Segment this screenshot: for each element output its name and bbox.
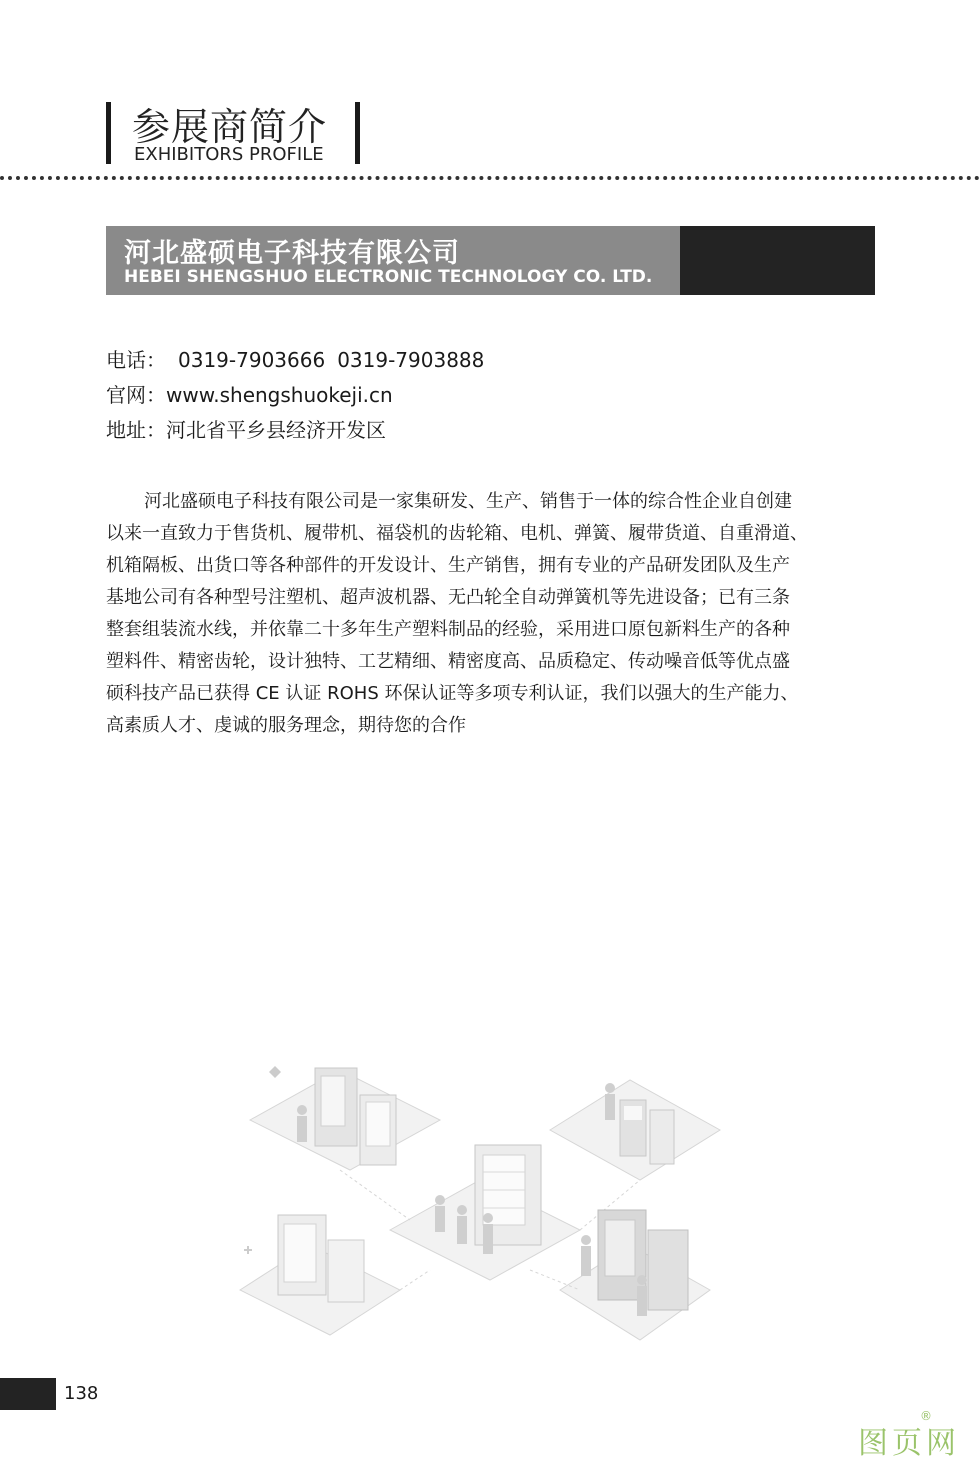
company-name-en: HEBEI SHENGSHUO ELECTRONIC TECHNOLOGY CO. LTD. [124,267,653,287]
description-line: 基地公司有各种型号注塑机、超声波机器、无凸轮全自动弹簧机等先进设备；已有三条 [106,587,790,608]
company-name-cn: 河北盛硕电子科技有限公司 [124,238,460,269]
description-line: 以来一直致力于售货机、履带机、福袋机的齿轮箱、电机、弹簧、履带货道、自重滑道、 [106,523,808,544]
page-subtitle: EXHIBITORS PROFILE [134,144,324,165]
description-line: 高素质人才、虔诚的服务理念，期待您的合作 [106,715,466,736]
page-number-block [0,1378,56,1410]
phone-number-2: 0319-7903888 [337,348,485,372]
description-line: 河北盛硕电子科技有限公司是一家集研发、生产、销售于一体的综合性企业自创建 [144,491,792,512]
company-banner-accent [680,226,875,295]
website-label: 官网： [106,383,166,407]
registered-mark: ® [920,1409,932,1423]
decorative-marks [244,1066,281,1254]
description-line: 塑料件、精密齿轮，设计独特、工艺精细、精密度高、品质稳定、传动噪音低等优点盛 [106,651,790,672]
header-bar-right [355,102,360,164]
address-value: 河北省平乡县经济开发区 [166,418,386,442]
phone-number-1: 0319-7903666 [178,348,326,372]
description-line: 硕科技产品已获得 CE 认证 ROHS 环保认证等多项专利认证，我们以强大的生产能力、 [106,683,799,704]
website-link[interactable]: www.shengshuokeji.cn [166,383,393,407]
page-title: 参展商简介 [132,105,328,149]
description-line: 机箱隔板、出货口等各种部件的开发设计、生产销售，拥有专业的产品研发团队及生产 [106,555,790,576]
contact-address [106,414,386,443]
fridge-machine-icon [278,1215,364,1302]
vending-machines-illustration [230,1040,750,1360]
watermark-logo: 图页网 [858,1426,960,1461]
description-line: 整套组装流水线，并依靠二十多年生产塑料制品的经验，采用进口原包新料生产的各种 [106,619,790,640]
phone-label: 电话： [106,348,166,372]
company-description [106,486,876,742]
contact-website [106,379,393,408]
contact-phone [106,344,484,373]
dotted-divider [0,176,980,180]
header-bar-left [106,102,111,164]
address-label: 地址： [106,418,166,442]
page-number: 138 [64,1383,99,1404]
